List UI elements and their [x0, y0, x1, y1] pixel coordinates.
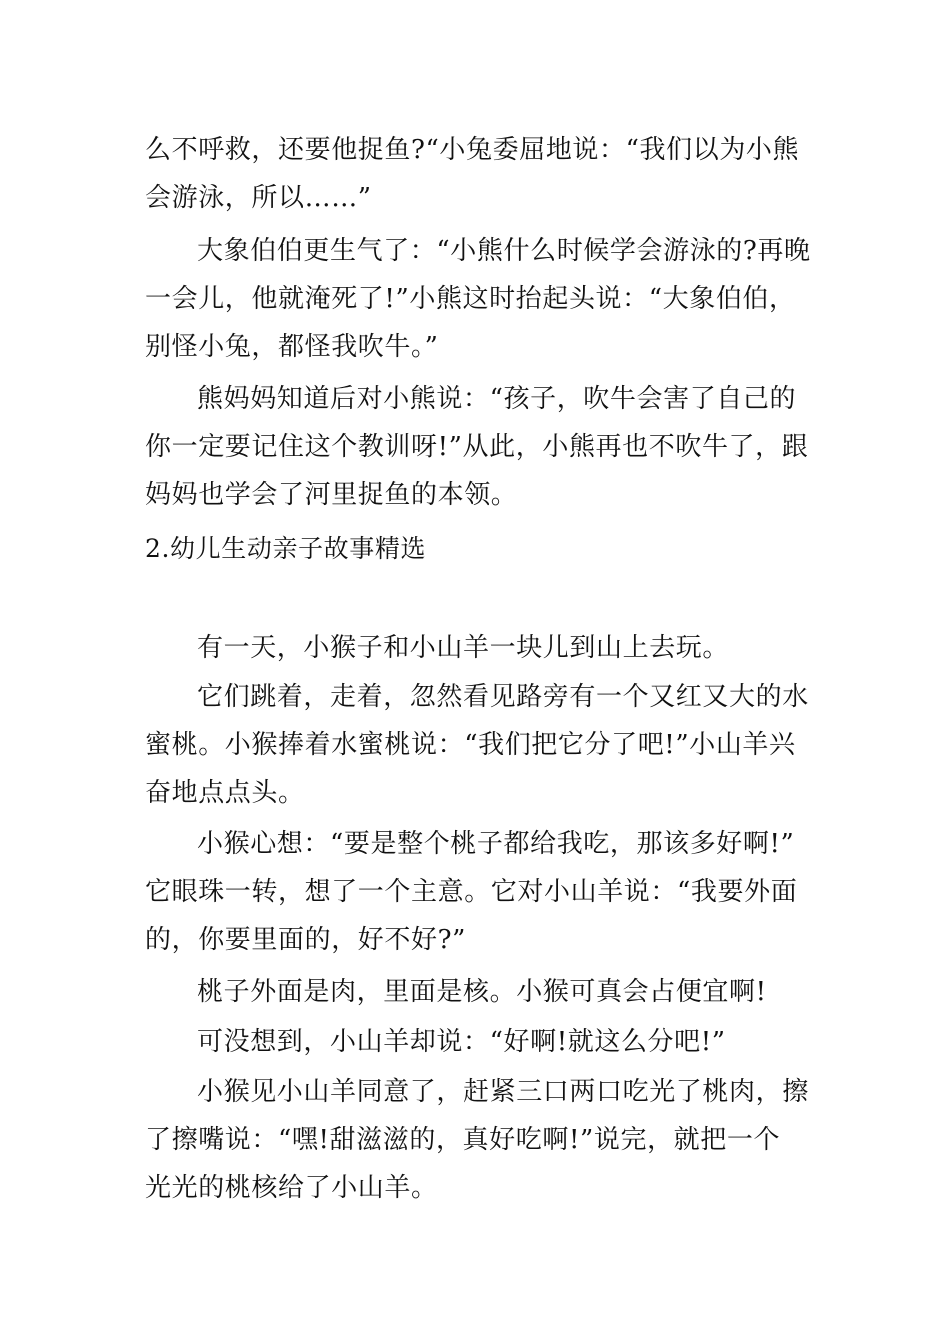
paragraph-line: 的，你要里面的，好不好?”: [145, 925, 467, 955]
paragraph-5: [145, 673, 810, 817]
paragraph-line: 小猴见小山羊同意了，赶紧三口两口吃光了桃肉，擦: [197, 1077, 809, 1107]
paragraph-line: 小猴心想：“要是整个桃子都给我吃，那该多好啊!”: [197, 829, 795, 859]
paragraph-line: 你一定要记住这个教训呀!”从此，小熊再也不吹牛了，跟: [145, 432, 809, 462]
paragraph-8: [145, 1018, 810, 1066]
paragraph-line: 别怪小兔，都怪我吹牛。”: [145, 332, 439, 362]
paragraph-3: [145, 375, 810, 519]
paragraph-line: 么不呼救，还要他捉鱼?“小兔委屈地说：“我们以为小熊: [145, 135, 800, 165]
paragraph-line: 一会儿，他就淹死了!”小熊这时抬起头说：“大象伯伯，: [145, 284, 796, 314]
paragraph-line: 可没想到，小山羊却说：“好啊!就这么分吧!”: [197, 1027, 726, 1057]
paragraph-line: 会游泳，所以……”: [145, 183, 372, 213]
paragraph-line: 妈妈也学会了河里捉鱼的本领。: [145, 480, 518, 510]
paragraph-line: 奋地点点头。: [145, 778, 305, 808]
paragraph-2: [145, 227, 810, 371]
section-heading: [145, 527, 810, 571]
paragraph-line: 大象伯伯更生气了：“小熊什么时候学会游泳的?再晚: [197, 236, 811, 266]
paragraph-line: 它眼珠一转，想了一个主意。它对小山羊说：“我要外面: [145, 877, 798, 907]
paragraph-9: [145, 1068, 810, 1212]
paragraph-line: 光光的桃核给了小山羊。: [145, 1173, 438, 1203]
paragraph-line: 了擦嘴说：“嘿!甜滋滋的，真好吃啊!”说完，就把一个: [145, 1125, 781, 1155]
paragraph-line: 熊妈妈知道后对小熊说：“孩子，吹牛会害了自己的: [197, 384, 797, 414]
paragraph-line: 蜜桃。小猴捧着水蜜桃说：“我们把它分了吧!”小山羊兴: [145, 730, 796, 760]
heading-text: 2.幼儿生动亲子故事精选: [145, 534, 427, 563]
paragraph-1: [145, 126, 810, 222]
paragraph-line: 它们跳着，走着，忽然看见路旁有一个又红又大的水: [197, 682, 809, 712]
paragraph-7: [145, 968, 810, 1016]
paragraph-4: [145, 624, 810, 672]
paragraph-line: 有一天，小猴子和小山羊一块儿到山上去玩。: [197, 633, 730, 663]
paragraph-6: [145, 820, 810, 964]
paragraph-line: 桃子外面是肉，里面是核。小猴可真会占便宜啊!: [197, 977, 767, 1007]
